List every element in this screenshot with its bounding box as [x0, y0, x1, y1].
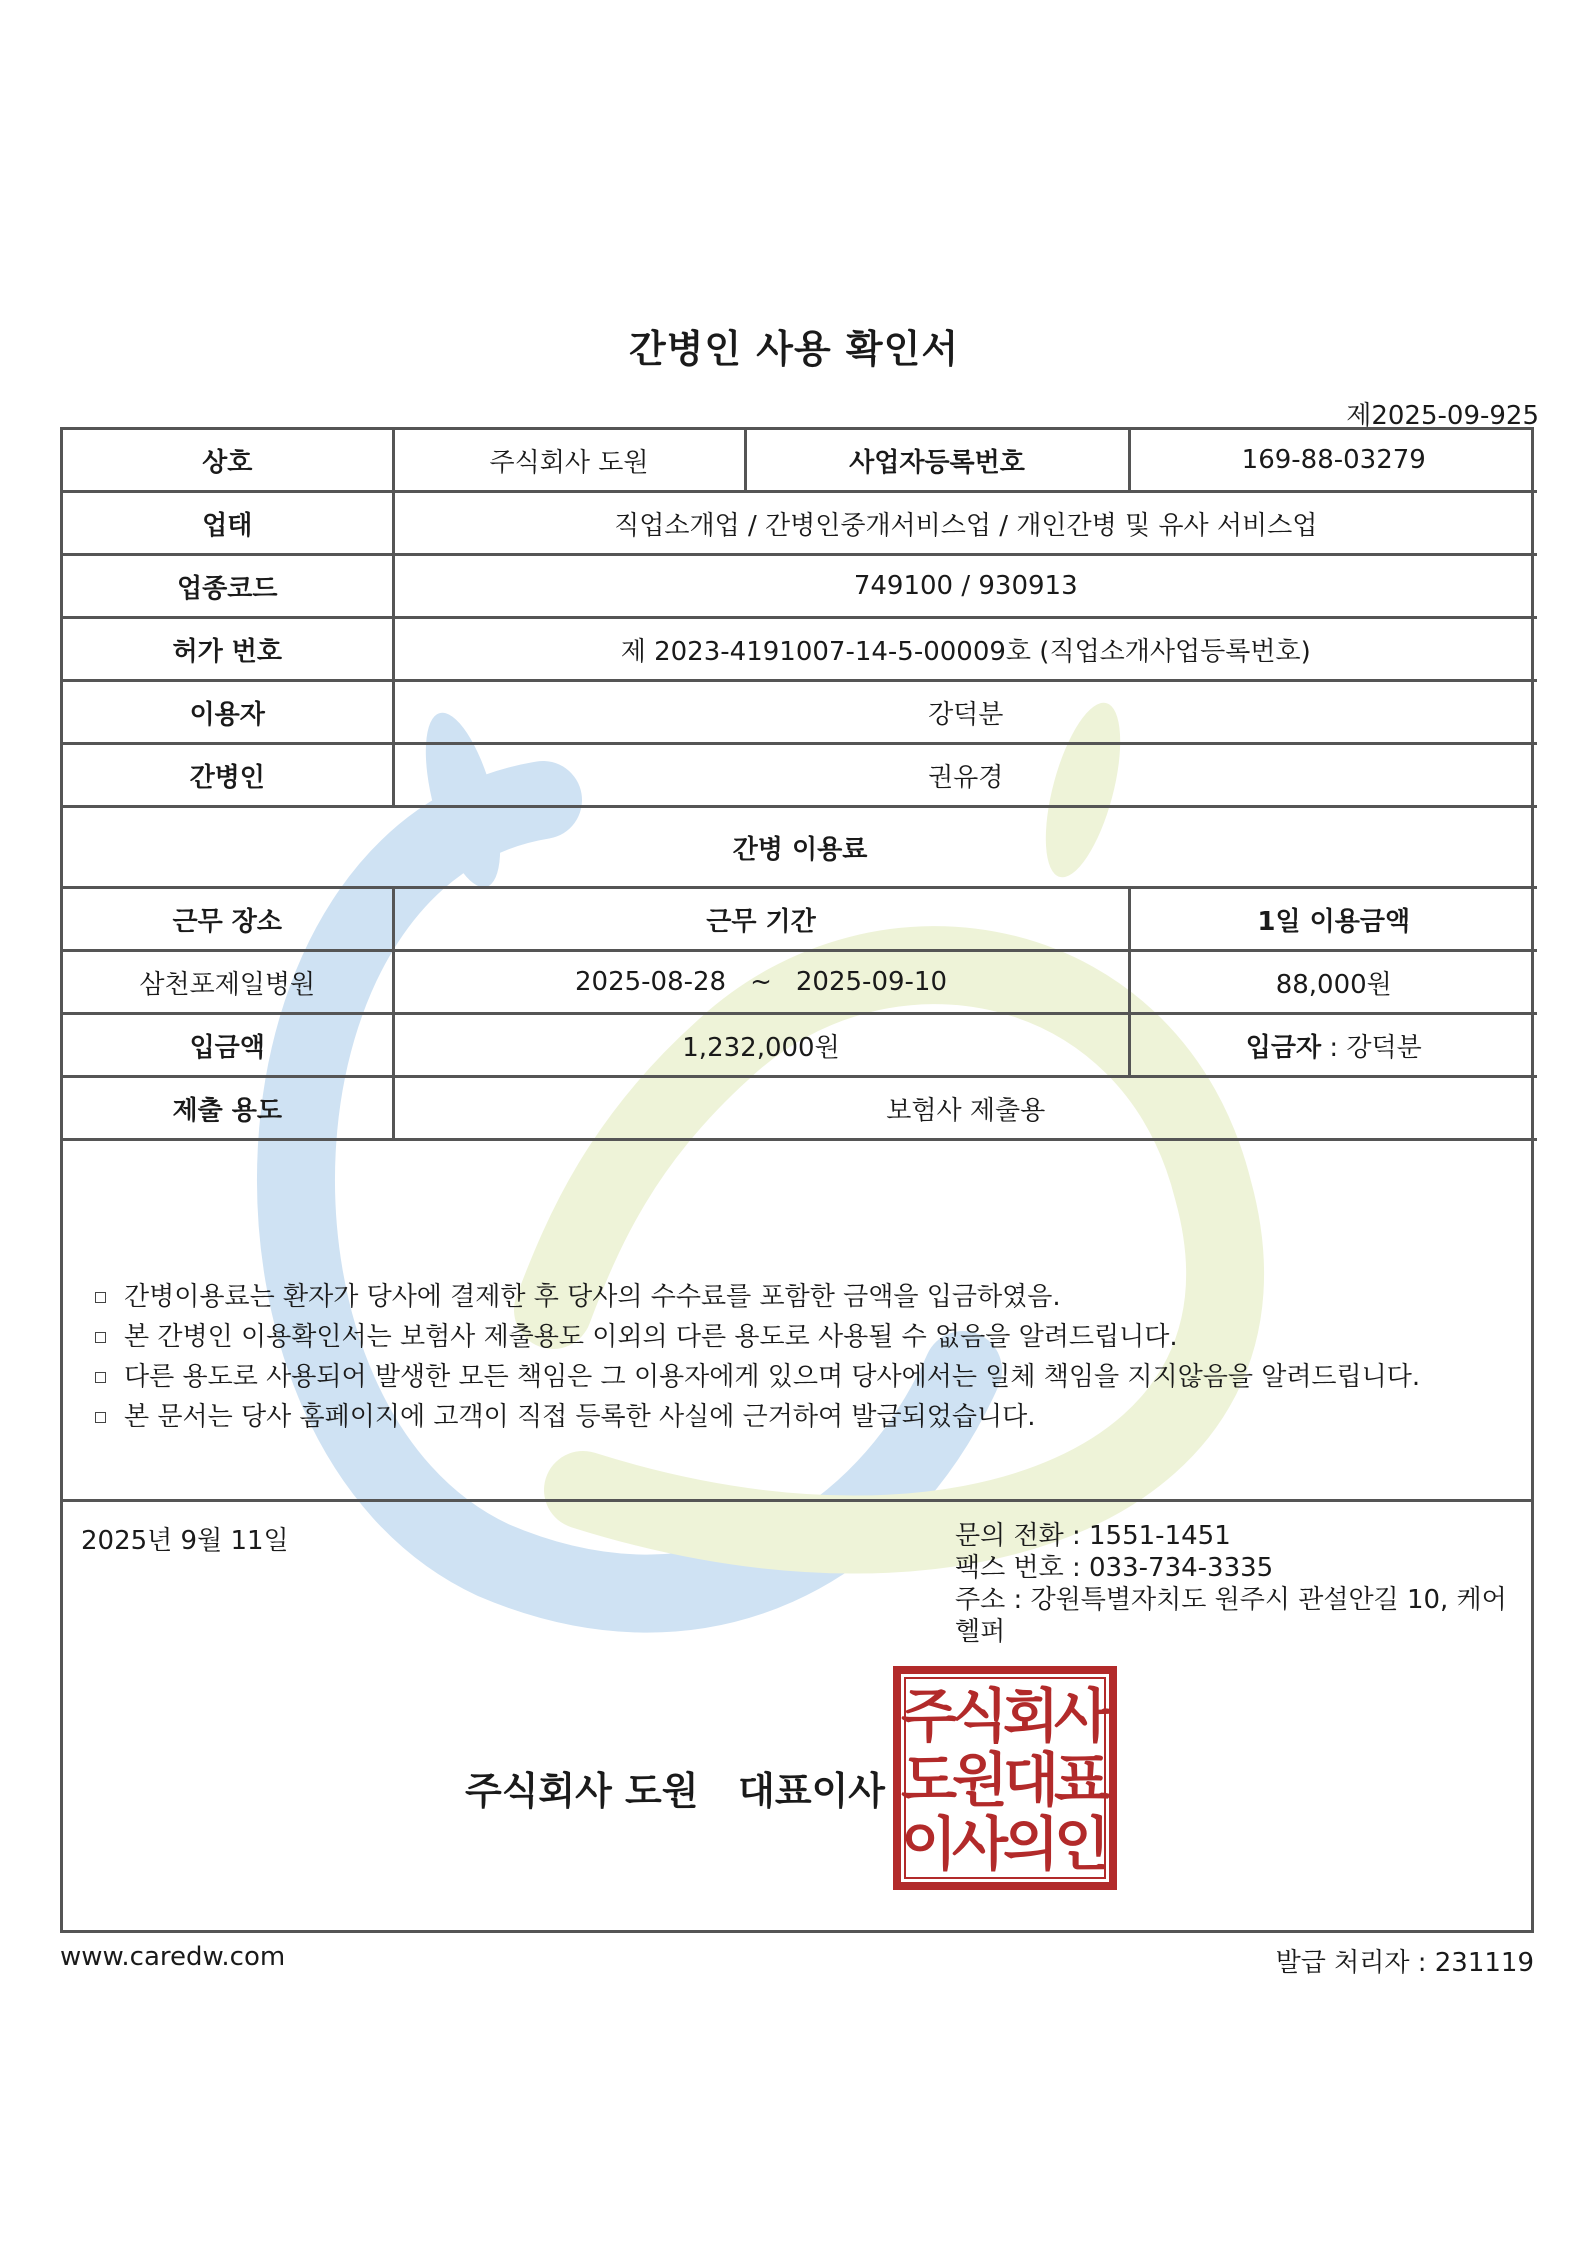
daily-fee-value: 88,000원: [1129, 951, 1537, 1014]
permit-number-value: 제 2023-4191007-14-5-00009호 (직업소개사업등록번호): [393, 618, 1537, 681]
business-type-label: 업태: [63, 492, 393, 555]
table-row: [63, 681, 1537, 744]
square-bullet-icon: [95, 1332, 106, 1343]
purpose-value: 보험사 제출용: [393, 1077, 1537, 1140]
caregiver-label: 간병인: [63, 744, 393, 807]
table-row: [63, 807, 1537, 888]
seal-glyph: 도: [900, 1746, 958, 1814]
note-text: 다른 용도로 사용되어 발생한 모든 책임은 그 이용자에게 있으며 당사에서는 일체 책임을 지지않음을 알려드립니다.: [124, 1362, 1421, 1392]
fee-section-title: 간병 이용료: [63, 807, 1537, 888]
website-url: www.caredw.com: [60, 1942, 286, 1972]
seal-glyph: 대: [1002, 1746, 1060, 1814]
deposit-value: 1,232,000원: [393, 1014, 1129, 1077]
work-period-value: [393, 951, 1129, 1014]
work-place-label: 근무 장소: [63, 888, 393, 951]
depositor-cell: [1129, 1014, 1537, 1077]
daily-fee-label: 1일 이용금액: [1129, 888, 1537, 951]
note-text: 간병이용료는 환자가 당사에 결제한 후 당사의 수수료를 포함한 금액을 입금하였음.: [124, 1282, 1061, 1312]
phone-number: 문의 전화 : 1551-1451: [955, 1521, 1231, 1551]
company-seal-icon: [893, 1666, 1117, 1890]
table-row: [63, 492, 1537, 555]
note-text: 본 문서는 당사 홈페이지에 고객이 직접 등록한 사실에 근거하여 발급되었습니다.: [124, 1402, 1036, 1432]
issue-date: 2025년 9월 11일: [81, 1526, 289, 1556]
industry-code-value: 749100 / 930913: [393, 555, 1537, 618]
depositor-label: 입금자: [1245, 1032, 1322, 1063]
square-bullet-icon: [95, 1292, 106, 1303]
period-start: 2025-08-28: [574, 967, 727, 997]
seal-glyph: 회: [1002, 1682, 1060, 1750]
deposit-label: 입금액: [63, 1014, 393, 1077]
depositor-separator: :: [1321, 1032, 1347, 1063]
seal-glyph: 의: [1002, 1810, 1060, 1878]
issuer-id: 발급 처리자 : 231119: [1275, 1948, 1534, 1978]
table-row: [63, 1014, 1537, 1077]
seal-glyph: 사: [1053, 1682, 1111, 1750]
note-text: 본 간병인 이용확인서는 보험사 제출용도 이외의 다른 용도로 사용될 수 없음을 알려드립니다.: [124, 1322, 1178, 1352]
table-row: [63, 888, 1537, 951]
work-place-value: 삼천포제일병원: [63, 951, 393, 1014]
list-item: [89, 1397, 1511, 1437]
contact-info: [955, 1520, 1531, 1648]
seal-glyph: 이: [900, 1810, 958, 1878]
company-signature: 주식회사 도원 대표이사: [465, 1769, 885, 1813]
period-end: 2025-09-10: [795, 967, 947, 997]
seal-glyph: 인: [1053, 1810, 1111, 1878]
fax-number: 팩스 번호 : 033-734-3335: [955, 1553, 1274, 1583]
seal-glyph: 사: [951, 1810, 1009, 1878]
table-row: [63, 430, 1537, 492]
info-table: [63, 430, 1537, 1141]
user-value: 강덕분: [393, 681, 1537, 744]
caregiver-value: 권유경: [393, 744, 1537, 807]
user-label: 이용자: [63, 681, 393, 744]
purpose-label: 제출 용도: [63, 1077, 393, 1140]
table-row: [63, 555, 1537, 618]
seal-glyph: 주: [900, 1682, 958, 1750]
company-name-label: 상호: [63, 430, 393, 492]
notes-list: [89, 1277, 1511, 1437]
seal-glyph: 표: [1053, 1746, 1111, 1814]
section-divider: [63, 1499, 1531, 1502]
document-title: 간병인 사용 확인서: [628, 327, 960, 371]
list-item: [89, 1317, 1511, 1357]
work-period-label: 근무 기간: [393, 888, 1129, 951]
table-row: [63, 618, 1537, 681]
period-separator: ~: [750, 967, 772, 997]
depositor-value: 강덕분: [1346, 1032, 1422, 1063]
square-bullet-icon: [95, 1412, 106, 1423]
table-row: [63, 744, 1537, 807]
table-row: [63, 1077, 1537, 1140]
square-bullet-icon: [95, 1372, 106, 1383]
table-row: [63, 951, 1537, 1014]
certificate-frame: [60, 427, 1534, 1933]
address: 주소 : 강원특별자치도 원주시 관설안길 10, 케어헬퍼: [955, 1585, 1507, 1647]
list-item: [89, 1277, 1511, 1317]
registration-number-label: 사업자등록번호: [745, 430, 1129, 492]
registration-number-value: 169-88-03279: [1129, 430, 1537, 492]
company-name-value: 주식회사 도원: [393, 430, 745, 492]
list-item: [89, 1357, 1511, 1397]
seal-glyph: 식: [951, 1682, 1009, 1750]
business-type-value: 직업소개업 / 간병인중개서비스업 / 개인간병 및 유사 서비스업: [393, 492, 1537, 555]
permit-number-label: 허가 번호: [63, 618, 393, 681]
document-number: 제2025-09-925: [1346, 401, 1539, 431]
seal-glyph: 원: [951, 1746, 1009, 1814]
industry-code-label: 업종코드: [63, 555, 393, 618]
